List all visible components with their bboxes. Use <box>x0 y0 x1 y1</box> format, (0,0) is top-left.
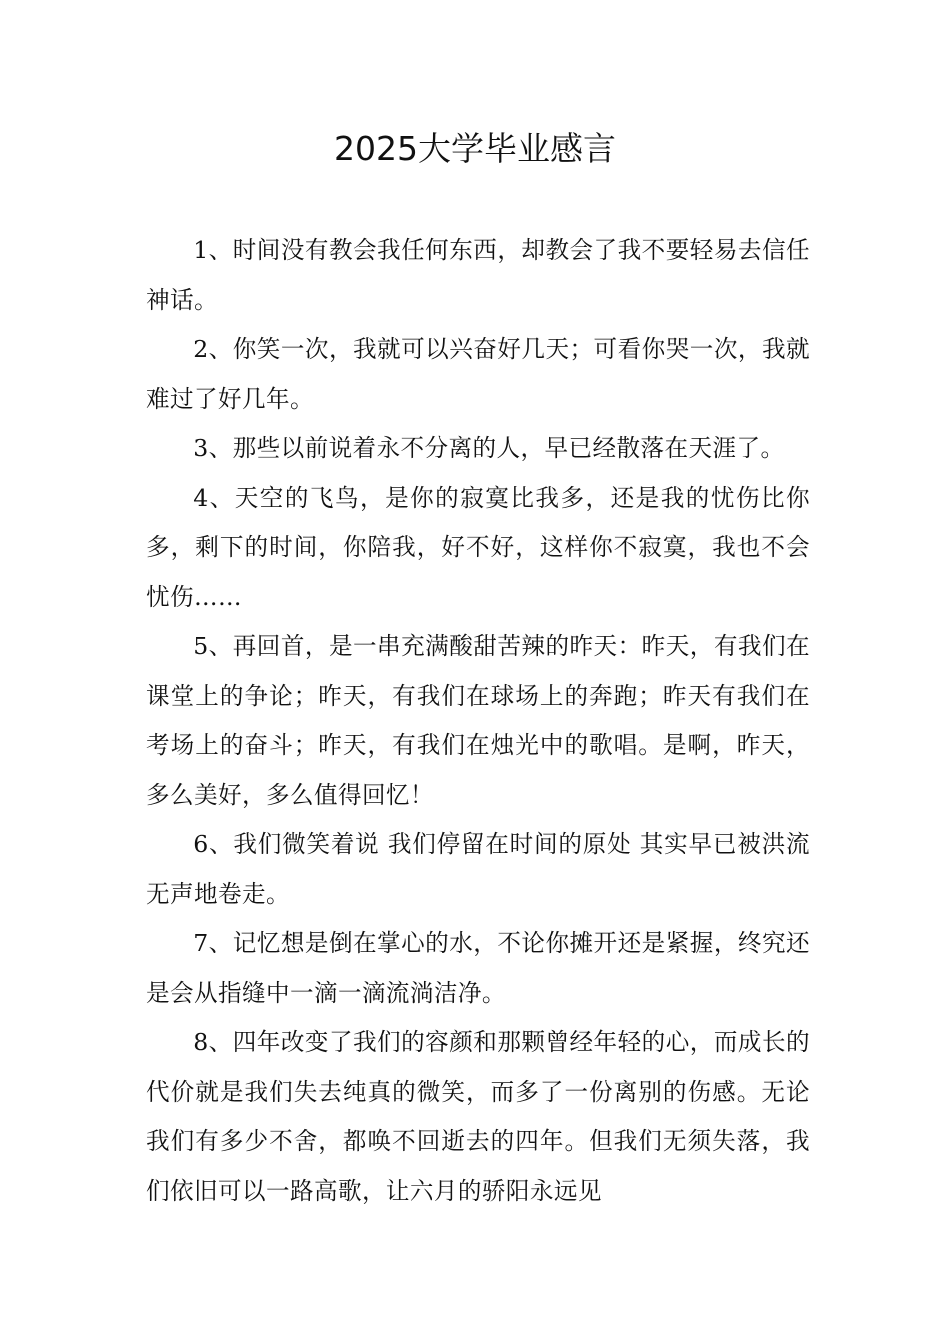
paragraph-6: 6、我们微笑着说 我们停留在时间的原处 其实早已被洪流无声地卷走。 <box>146 830 810 908</box>
paragraph-5: 5、再回首，是一串充满酸甜苦辣的昨天：昨天，有我们在课堂上的争论；昨天，有我们在球场上的奔跑；昨天有我们在考场上的奋斗；昨天，有我们在烛光中的歌唱。是啊，昨天，多么美好，多么值得回忆！ <box>146 632 810 809</box>
document-body <box>146 226 810 1216</box>
paragraph-3: 3、那些以前说着永不分离的人，早已经散落在天涯了。 <box>193 434 785 462</box>
paragraph-1: 1、时间没有教会我任何东西，却教会了我不要轻易去信任神话。 <box>146 236 810 314</box>
document-title: 2025大学毕业感言 <box>334 129 616 168</box>
paragraph-8: 8、四年改变了我们的容颜和那颗曾经年轻的心，而成长的代价就是我们失去纯真的微笑，而多了一份离别的伤感。无论我们有多少不舍，都唤不回逝去的四年。但我们无须失落，我们依旧可以一路高歌，让六月的骄阳永远见 <box>146 1028 810 1205</box>
paragraph-4: 4、天空的飞鸟，是你的寂寞比我多，还是我的忧伤比你多，剩下的时间，你陪我，好不好，这样你不寂寞，我也不会忧伤…… <box>146 483 810 611</box>
paragraph-2: 2、你笑一次，我就可以兴奋好几天；可看你哭一次，我就难过了好几年。 <box>146 335 810 413</box>
paragraph-7: 7、记忆想是倒在掌心的水，不论你摊开还是紧握，终究还是会从指缝中一滴一滴流淌洁净。 <box>146 929 810 1007</box>
